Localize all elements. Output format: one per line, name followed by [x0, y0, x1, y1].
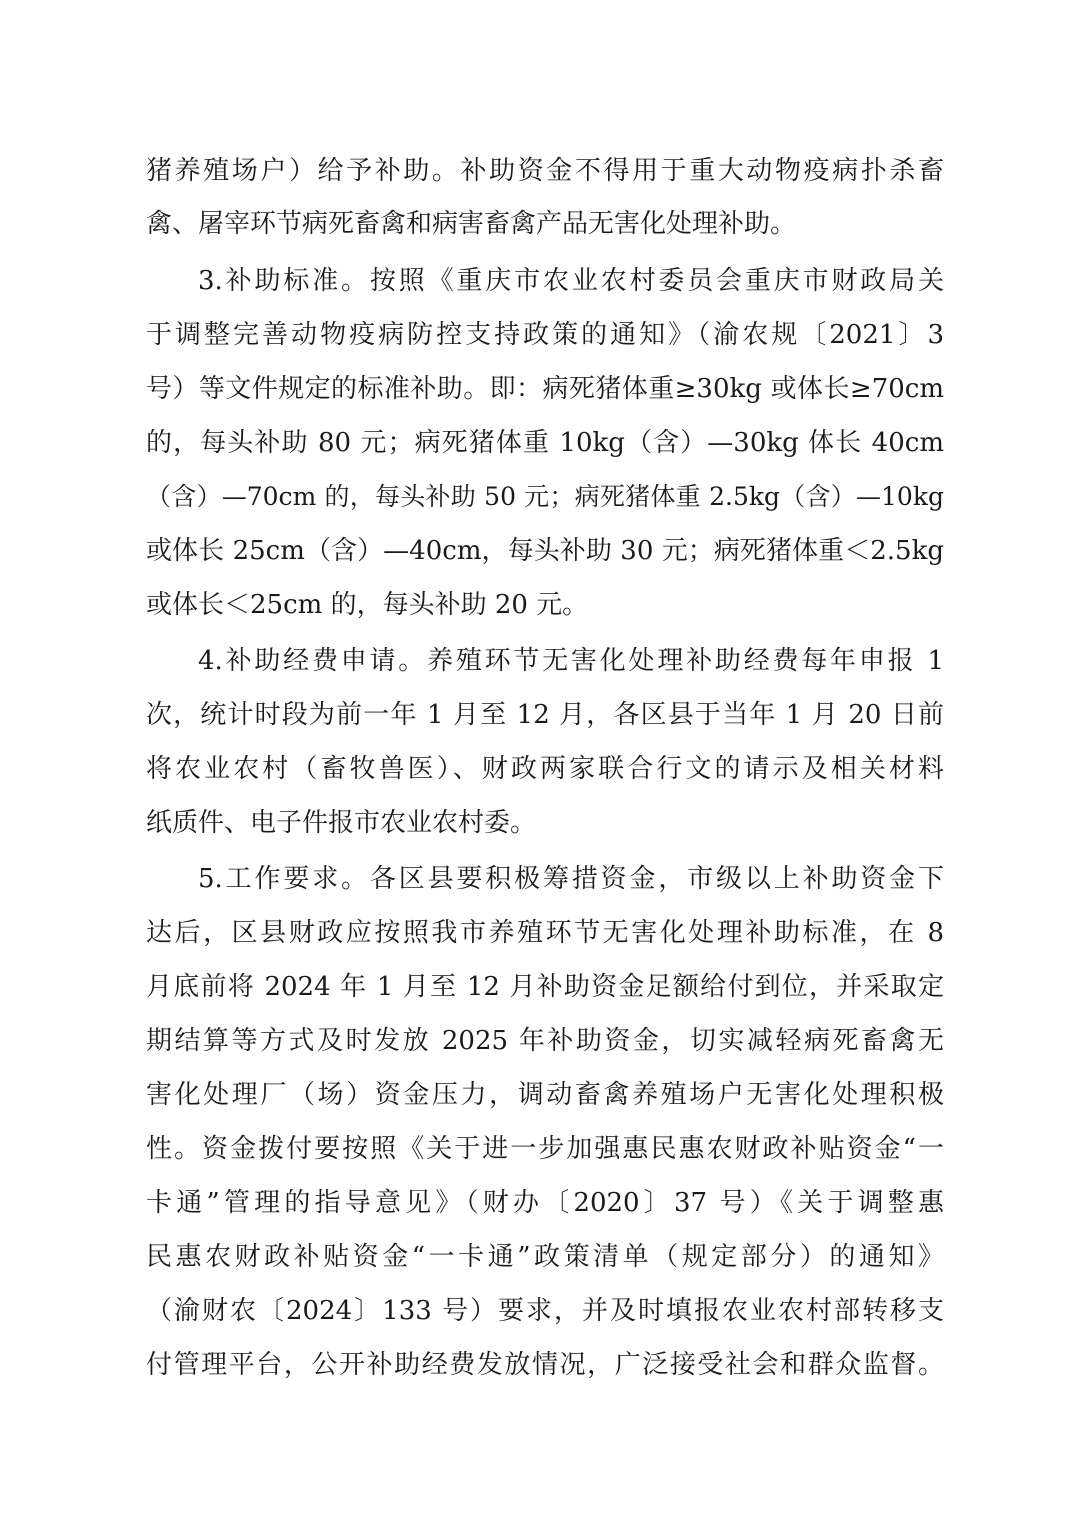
text-line: 或体长＜25cm 的，每头补助 20 元。	[146, 590, 589, 620]
text-line: 纸质件、电子件报市农业农村委。	[146, 808, 537, 838]
text-line: 达后，区县财政应按照我市养殖环节无害化处理补助标准，在 8	[146, 918, 944, 948]
text-line: 于调整完善动物疫病防控支持政策的通知》（渝农规〔2021〕3	[146, 320, 944, 350]
text-line: 号）等文件规定的标准补助。即：病死猪体重≥30kg 或体长≥70cm	[146, 374, 944, 404]
text-line: 将农业农村（畜牧兽医）、财政两家联合行文的请示及相关材料	[146, 754, 944, 784]
text-line: 次，统计时段为前一年 1 月至 12 月，各区县于当年 1 月 20 日前	[146, 700, 944, 730]
paragraph-start-line: 4.补助经费申请。养殖环节无害化处理补助经费每年申报 1	[198, 646, 944, 676]
text-line: 卡通”管理的指导意见》（财办〔2020〕37 号）《关于调整惠	[146, 1188, 944, 1218]
paragraph-start-line: 5.工作要求。各区县要积极筹措资金，市级以上补助资金下	[198, 864, 944, 894]
text-line: 期结算等方式及时发放 2025 年补助资金，切实减轻病死畜禽无	[146, 1026, 944, 1056]
text-line: 付管理平台，公开补助经费发放情况，广泛接受社会和群众监督。	[146, 1350, 944, 1380]
text-line: （渝财农〔2024〕133 号）要求，并及时填报农业农村部转移支	[146, 1296, 944, 1326]
paragraph-start-line: 3.补助标准。按照《重庆市农业农村委员会重庆市财政局关	[198, 266, 944, 296]
text-line: 禽、屠宰环节病死畜禽和病害畜禽产品无害化处理补助。	[146, 209, 797, 239]
text-line: （含）—70cm 的，每头补助 50 元；病死猪体重 2.5kg（含）—10kg	[146, 482, 944, 511]
text-line: 猪养殖场户）给予补助。补助资金不得用于重大动物疫病扑杀畜	[146, 156, 944, 186]
text-line: 的，每头补助 80 元；病死猪体重 10kg（含）—30kg 体长 40cm	[146, 428, 944, 458]
text-line: 害化处理厂（场）资金压力，调动畜禽养殖场户无害化处理积极	[146, 1080, 944, 1110]
text-line: 或体长 25cm（含）—40cm，每头补助 30 元；病死猪体重＜2.5kg	[146, 536, 944, 566]
text-line: 性。资金拨付要按照《关于进一步加强惠民惠农财政补贴资金“一	[146, 1134, 944, 1164]
text-line: 月底前将 2024 年 1 月至 12 月补助资金足额给付到位，并采取定	[146, 972, 944, 1002]
text-line: 民惠农财政补贴资金“一卡通”政策清单（规定部分）的通知》	[146, 1242, 944, 1272]
